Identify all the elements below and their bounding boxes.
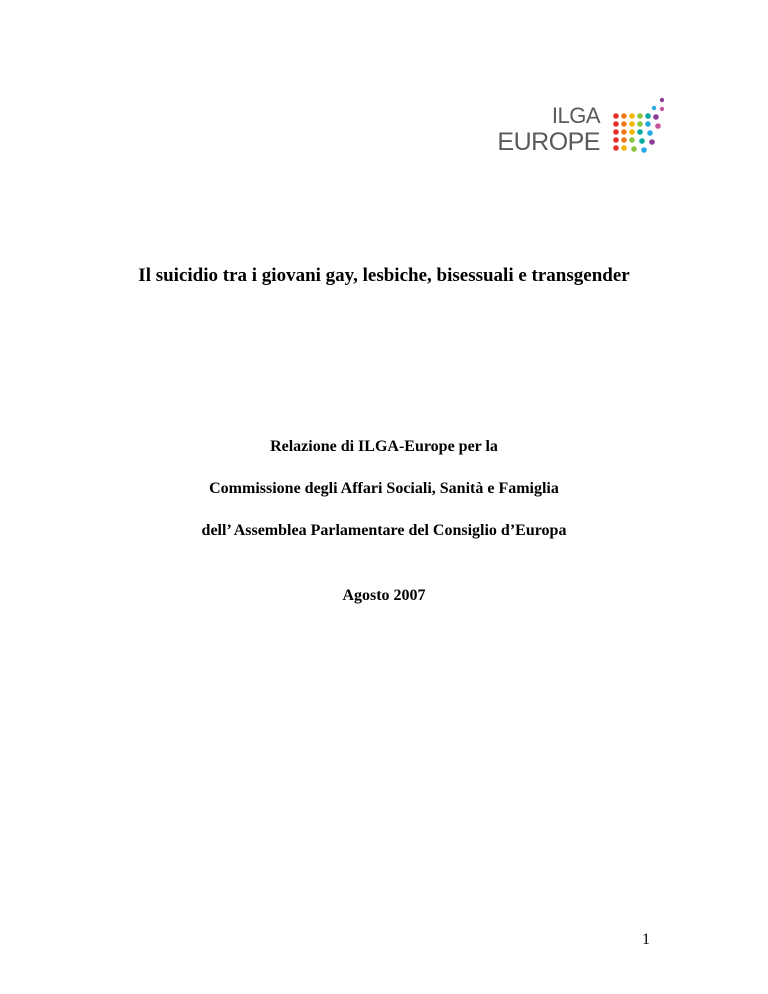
subtitle-line-3: dell’ Assemblea Parlamentare del Consiglio d’Europa [201,522,567,539]
logo-dots-group [613,98,664,153]
logo-dot [613,137,619,143]
logo-dot [621,145,627,151]
logo-text-ilga: ILGA [551,103,600,128]
subtitle-line-2: Commissione degli Affari Sociali, Sanità e Famiglia [209,480,559,497]
logo-dot [645,113,651,119]
logo-dot [631,146,637,152]
logo-dot [660,107,664,111]
logo-dot [621,121,627,127]
logo-dot [647,130,653,136]
logo-dot [613,145,619,151]
logo-dot [637,129,643,135]
logo-dot [629,137,635,143]
logo-dot [629,121,635,127]
logo-dot [637,121,643,127]
logo-dot [660,98,664,102]
logo-dot [629,129,635,135]
logo-text-europe: EUROPE [497,128,600,156]
page-number: 1 [642,931,650,948]
logo-dot [621,113,627,119]
logo-dot [621,129,627,135]
logo-dot [655,123,661,129]
logo-dots-icon [604,96,668,160]
logo-dot [613,113,619,119]
logo-dot [649,139,655,145]
logo-dot [613,129,619,135]
document-date: Agosto 2007 [342,587,426,604]
logo-dot [621,137,627,143]
subtitle-line-1: Relazione di ILGA-Europe per la [270,438,498,455]
document-title: Il suicidio tra i giovani gay, lesbiche, bisessuali e transgender [138,265,630,286]
logo-dot [629,113,635,119]
logo-dot [645,121,651,127]
logo-dot [639,138,645,144]
logo-dot [641,147,647,153]
ilga-europe-logo [498,96,668,160]
logo-dot [637,113,643,119]
logo-dot [613,121,619,127]
logo-dot [653,114,659,120]
logo-dot [652,106,656,110]
